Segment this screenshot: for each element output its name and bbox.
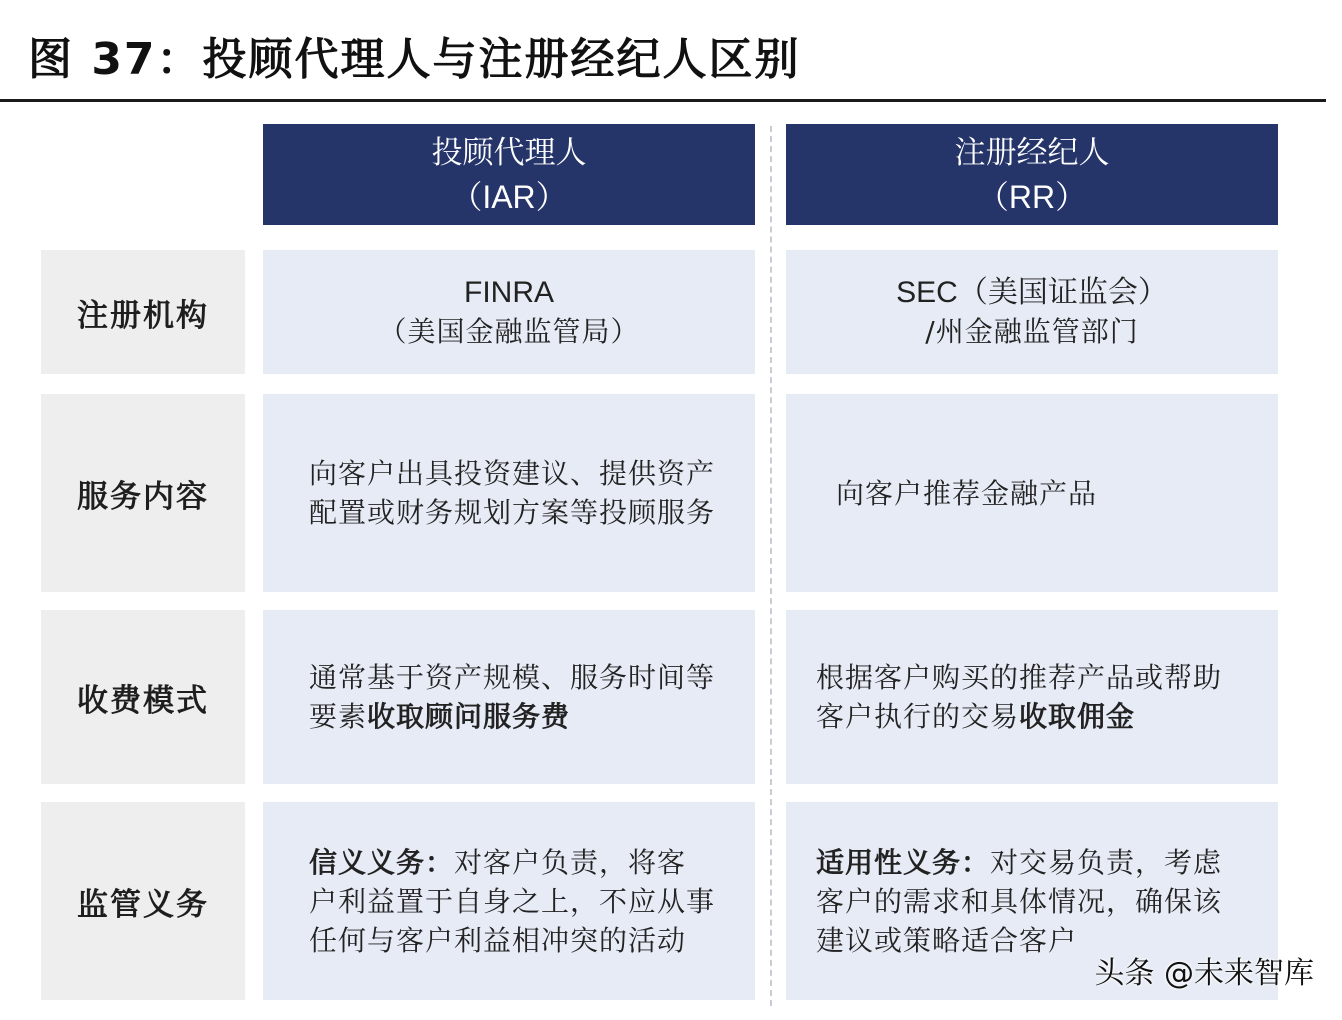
watermark: 头条 @未来智库 [1094,956,1314,991]
row-label-fees: 收费模式 [41,610,245,784]
row-label-services: 服务内容 [41,394,245,592]
cell-rr-obligations-bold: 适用性义务： [816,845,991,879]
title-divider [0,99,1326,102]
cell-iar-obligations [263,802,755,1000]
cell-rr-registration-line2: /州金融监管部门 [925,315,1139,348]
cell-iar-registration [263,250,755,374]
row-label-registration: 注册机构 [41,250,245,374]
column-header-rr-name: 注册经纪人 [954,134,1110,171]
cell-iar-services-text: 向客户出具投资建议、提供资产配置或财务规划方案等投顾服务 [309,457,716,529]
column-header-iar-name: 投顾代理人 [431,134,587,171]
column-header-iar [263,124,755,225]
cell-rr-obligations-text: 对交易负责，考虑客户的需求和具体情况，确保该建议或策略适合客户 [816,845,1223,957]
cell-rr-services-text: 向客户推荐金融产品 [836,476,1098,510]
cell-iar-obligations-bold: 信义义务： [309,845,455,879]
cell-iar-registration-line1: FINRA [464,276,554,309]
cell-rr-registration-line1: SEC（美国证监会） [896,276,1168,309]
column-header-rr-code: （RR） [976,178,1088,215]
row-label-obligations: 监管义务 [41,802,245,1000]
cell-iar-obligations-text: 对客户负责，将客户利益置于自身之上，不应从事任何与客户利益相冲突的活动 [309,845,716,957]
column-header-iar-code: （IAR） [450,178,568,215]
cell-iar-fees-text: 通常基于资产规模、服务时间等要素 [309,661,716,733]
cell-rr-fees [786,610,1278,784]
cell-iar-services [263,394,755,592]
cell-iar-fees [263,610,755,784]
cell-iar-registration-line2: （美国金融监管局） [378,315,640,348]
column-header-rr [786,124,1278,225]
cell-rr-services [786,394,1278,592]
cell-rr-registration [786,250,1278,374]
cell-rr-fees-bold: 收取佣金 [1019,700,1136,733]
cell-rr-fees-text: 根据客户购买的推荐产品或帮助客户执行的交易 [816,661,1223,733]
page-title: 图 37：投顾代理人与注册经纪人区别 [28,34,801,85]
column-divider [770,126,772,1006]
cell-iar-fees-bold: 收取顾问服务费 [367,700,571,733]
